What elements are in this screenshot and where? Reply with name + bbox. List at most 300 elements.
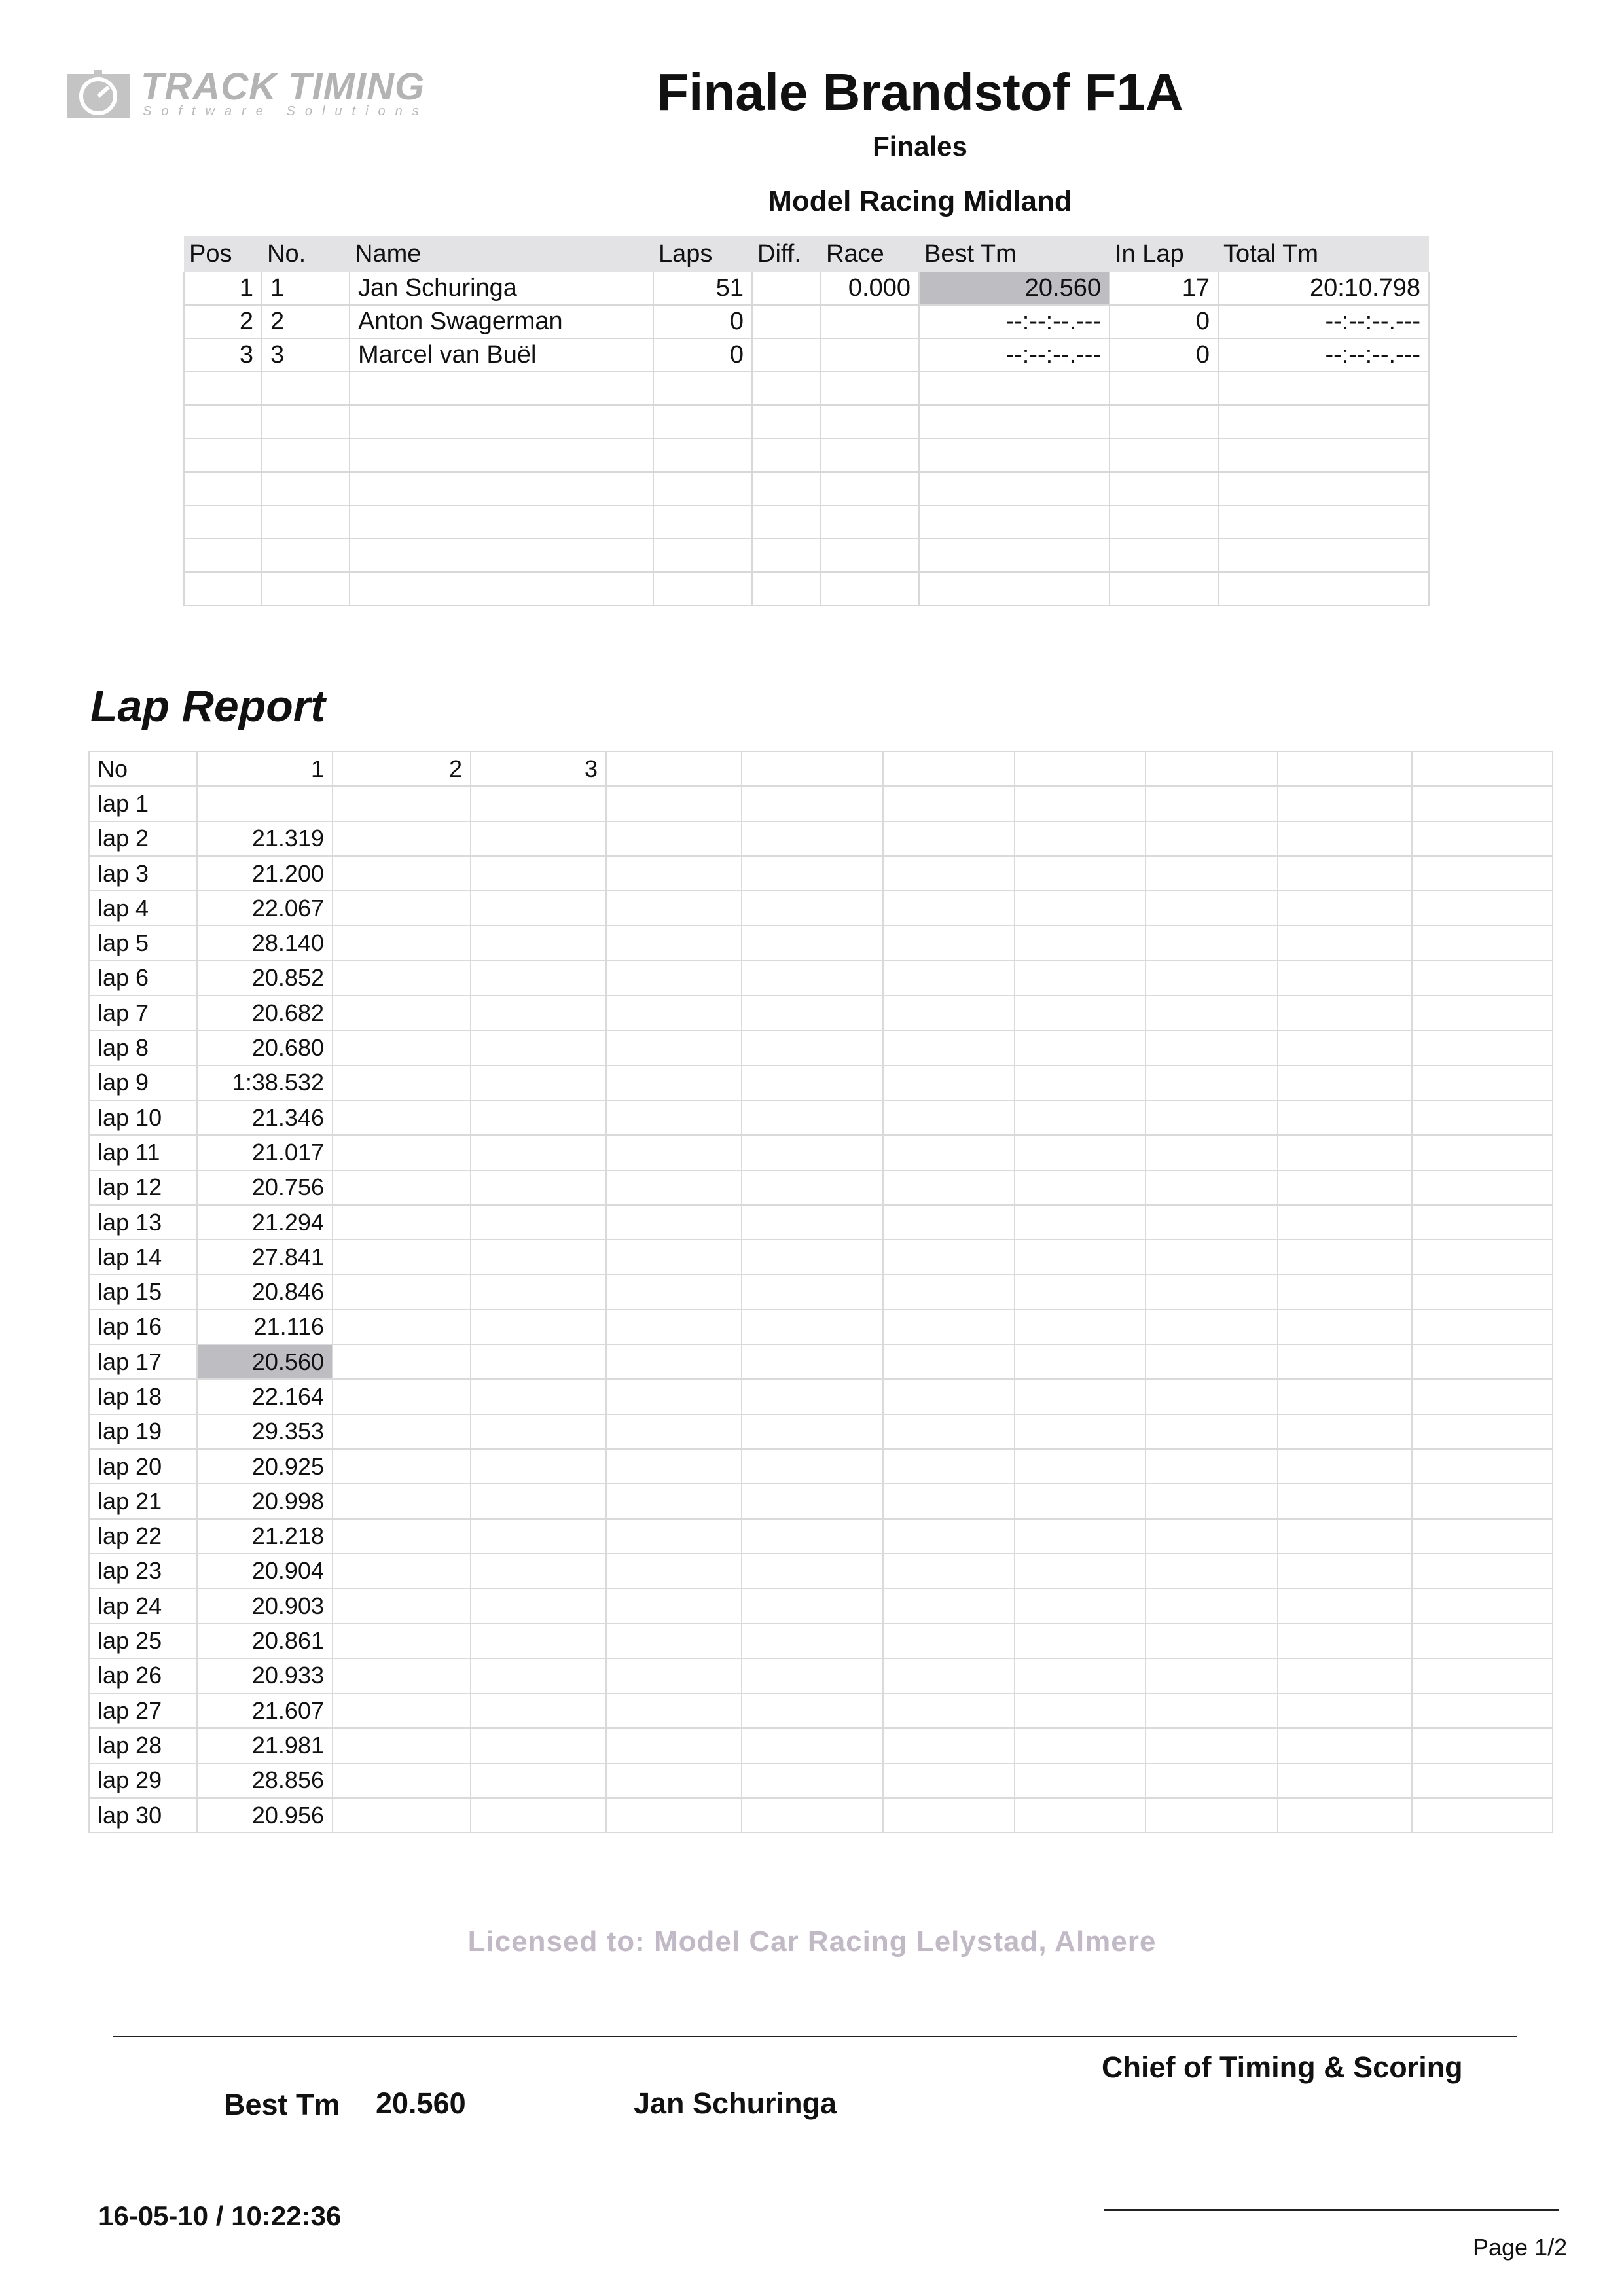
lap-empty-cell	[742, 1135, 883, 1170]
lap-empty-cell	[471, 1728, 606, 1763]
page-title: Finale Brandstof F1A	[657, 63, 1183, 121]
lap-empty-cell	[606, 1274, 742, 1309]
lap-empty-cell	[883, 1066, 1015, 1100]
lap-empty-cell	[333, 1414, 471, 1449]
results-empty-cell	[653, 372, 752, 405]
lap-time: 21.218	[197, 1519, 333, 1554]
lap-row	[89, 961, 1553, 996]
best-time-value: 20.560	[376, 2087, 466, 2120]
lap-time: 21.017	[197, 1135, 333, 1170]
lap-empty-cell	[1146, 925, 1278, 960]
lap-empty-cell	[1146, 1379, 1278, 1414]
lap-time: 20.560	[197, 1344, 333, 1379]
lap-empty-cell	[471, 1379, 606, 1414]
lap-empty-cell	[1146, 856, 1278, 891]
lap-time: 22.164	[197, 1379, 333, 1414]
lap-empty-cell	[333, 1170, 471, 1205]
lap-empty-cell	[606, 891, 742, 925]
lap-empty-cell	[1278, 961, 1412, 996]
results-cell-laps: 51	[653, 272, 752, 305]
lap-row	[89, 1484, 1553, 1518]
lap-empty-cell	[742, 1100, 883, 1135]
lap-label: lap 11	[89, 1135, 197, 1170]
results-empty-cell	[653, 439, 752, 472]
results-empty-cell	[752, 439, 821, 472]
lap-report-table	[88, 751, 1553, 1833]
lap-empty-cell	[471, 1240, 606, 1274]
lap-time: 27.841	[197, 1240, 333, 1274]
lap-empty-cell	[883, 1728, 1015, 1763]
lap-empty-cell	[1015, 996, 1146, 1030]
lap-empty-cell	[1146, 786, 1278, 821]
lap-empty-cell	[1412, 1728, 1553, 1763]
lap-row	[89, 1310, 1553, 1344]
lap-label: lap 8	[89, 1030, 197, 1065]
results-cell-race	[821, 305, 919, 338]
lap-empty-cell	[471, 1798, 606, 1833]
chief-of-timing-label: Chief of Timing & Scoring	[1102, 2051, 1463, 2084]
results-empty-cell	[262, 405, 350, 439]
lap-label: lap 2	[89, 821, 197, 856]
lap-empty-cell	[606, 961, 742, 996]
lap-empty-cell	[333, 1588, 471, 1623]
results-cell-no: 1	[262, 272, 350, 305]
lap-time: 20.756	[197, 1170, 333, 1205]
results-column-header: Race	[821, 236, 919, 272]
lap-empty-cell	[1412, 891, 1553, 925]
lap-empty-cell	[1412, 1274, 1553, 1309]
lap-empty-cell	[606, 821, 742, 856]
results-empty-cell	[919, 405, 1110, 439]
lap-row	[89, 1659, 1553, 1693]
lap-empty-cell	[1278, 1310, 1412, 1344]
lap-empty-cell	[883, 1100, 1015, 1135]
results-empty-cell	[184, 472, 262, 505]
lap-empty-cell	[1015, 1379, 1146, 1414]
lap-time: 20.846	[197, 1274, 333, 1309]
lap-empty-cell	[606, 925, 742, 960]
lap-label: lap 18	[89, 1379, 197, 1414]
lap-empty-cell	[471, 996, 606, 1030]
lap-empty-cell	[1015, 1414, 1146, 1449]
lap-empty-cell	[883, 961, 1015, 996]
lap-row	[89, 1414, 1553, 1449]
club-name: Model Racing Midland	[768, 185, 1072, 217]
lap-time: 20.852	[197, 961, 333, 996]
lap-row	[89, 1693, 1553, 1728]
lap-empty-cell	[333, 1519, 471, 1554]
results-cell-best: 20.560	[919, 272, 1110, 305]
lap-empty-cell	[471, 1066, 606, 1100]
lap-empty-cell	[883, 1588, 1015, 1623]
best-time-driver: Jan Schuringa	[634, 2087, 837, 2120]
lap-empty-cell	[1146, 1274, 1278, 1309]
lap-empty-cell	[1278, 1344, 1412, 1379]
lap-empty-cell	[1015, 1798, 1146, 1833]
lap-row	[89, 1205, 1553, 1240]
results-cell-inlap: 17	[1110, 272, 1218, 305]
lap-report-heading: Lap Report	[90, 681, 325, 731]
lap-empty-cell	[471, 1659, 606, 1693]
lap-empty-cell	[1015, 1240, 1146, 1274]
lap-empty-cell	[333, 1240, 471, 1274]
results-empty-cell	[1110, 372, 1218, 405]
lap-empty-cell	[883, 925, 1015, 960]
results-cell-total: 20:10.798	[1218, 272, 1429, 305]
lap-empty-cell	[606, 786, 742, 821]
lap-empty-cell	[606, 1519, 742, 1554]
lap-time: 21.981	[197, 1728, 333, 1763]
lap-empty-cell	[1015, 925, 1146, 960]
lap-label: lap 15	[89, 1274, 197, 1309]
results-empty-cell	[919, 505, 1110, 539]
results-column-header: Diff.	[752, 236, 821, 272]
results-cell-race	[821, 338, 919, 372]
lap-empty-cell	[1146, 1205, 1278, 1240]
lap-empty-cell	[1412, 1763, 1553, 1798]
lap-time: 20.680	[197, 1030, 333, 1065]
best-time-label: Best Tm	[224, 2088, 340, 2121]
lap-empty-cell	[333, 996, 471, 1030]
results-empty-cell	[184, 572, 262, 605]
lap-empty-cell	[883, 1310, 1015, 1344]
lap-empty-cell	[606, 1414, 742, 1449]
lap-empty-cell	[606, 1030, 742, 1065]
lap-empty-cell	[1412, 1066, 1553, 1100]
lap-empty-cell	[883, 1449, 1015, 1484]
results-empty-cell	[350, 472, 653, 505]
results-empty-cell	[821, 572, 919, 605]
results-empty-cell	[653, 472, 752, 505]
lap-empty-cell	[742, 1588, 883, 1623]
lap-empty-cell	[1278, 996, 1412, 1030]
lap-empty-cell	[1015, 1344, 1146, 1379]
lap-empty-cell	[883, 821, 1015, 856]
lap-empty-cell	[742, 1693, 883, 1728]
lap-empty-cell	[1412, 961, 1553, 996]
lap-empty-cell	[1015, 891, 1146, 925]
results-cell-name: Jan Schuringa	[350, 272, 653, 305]
lap-empty-cell	[606, 1449, 742, 1484]
page-subtitle: Finales	[873, 131, 967, 162]
lap-empty-cell	[1146, 1344, 1278, 1379]
results-empty-cell	[1110, 505, 1218, 539]
lap-empty-cell	[1278, 1763, 1412, 1798]
results-column-header: Pos	[184, 236, 262, 272]
lap-empty-cell	[606, 1170, 742, 1205]
lap-empty-cell	[606, 1310, 742, 1344]
lap-row	[89, 1554, 1553, 1588]
lap-empty-cell	[1146, 1449, 1278, 1484]
lap-row	[89, 996, 1553, 1030]
lap-label: lap 19	[89, 1414, 197, 1449]
lap-empty-cell	[1015, 821, 1146, 856]
results-empty-cell	[1110, 472, 1218, 505]
lap-empty-cell	[1412, 1554, 1553, 1588]
lap-empty-cell	[606, 1379, 742, 1414]
lap-label: lap 21	[89, 1484, 197, 1518]
results-cell-laps: 0	[653, 338, 752, 372]
lap-empty-cell	[1278, 1554, 1412, 1588]
results-empty-cell	[1218, 372, 1429, 405]
lap-empty-cell	[883, 786, 1015, 821]
results-empty-cell	[1110, 405, 1218, 439]
lap-empty-cell	[606, 1554, 742, 1588]
lap-empty-cell	[1146, 1798, 1278, 1833]
lap-empty-cell	[1278, 1693, 1412, 1728]
lap-empty-cell	[471, 925, 606, 960]
lap-empty-cell	[1278, 1623, 1412, 1658]
lap-empty-cell	[883, 1170, 1015, 1205]
lap-label: lap 27	[89, 1693, 197, 1728]
lap-empty-cell	[1146, 1414, 1278, 1449]
lap-label: lap 9	[89, 1066, 197, 1100]
lap-header-empty	[883, 751, 1015, 786]
lap-label: lap 17	[89, 1344, 197, 1379]
lap-empty-cell	[1015, 1135, 1146, 1170]
lap-empty-cell	[1015, 1449, 1146, 1484]
lap-time: 22.067	[197, 891, 333, 925]
lap-header-empty	[606, 751, 742, 786]
lap-empty-cell	[1146, 1100, 1278, 1135]
lap-empty-cell	[742, 1484, 883, 1518]
results-empty-cell	[1218, 539, 1429, 572]
results-empty-cell	[752, 472, 821, 505]
lap-empty-cell	[883, 1414, 1015, 1449]
lap-time: 29.353	[197, 1414, 333, 1449]
lap-label: lap 12	[89, 1170, 197, 1205]
lap-empty-cell	[606, 1484, 742, 1518]
lap-empty-cell	[1278, 1240, 1412, 1274]
lap-empty-cell	[742, 1519, 883, 1554]
lap-row	[89, 1344, 1553, 1379]
lap-empty-cell	[1278, 1414, 1412, 1449]
lap-row	[89, 1519, 1553, 1554]
lap-empty-cell	[333, 1135, 471, 1170]
results-empty-cell	[184, 439, 262, 472]
lap-empty-cell	[883, 996, 1015, 1030]
lap-empty-cell	[1278, 1728, 1412, 1763]
lap-empty-cell	[1146, 1170, 1278, 1205]
results-cell-total: --:--:--.---	[1218, 338, 1429, 372]
results-row	[184, 272, 1429, 305]
lap-empty-cell	[1146, 1659, 1278, 1693]
results-empty-cell	[1218, 472, 1429, 505]
lap-time: 20.956	[197, 1798, 333, 1833]
results-empty-cell	[262, 472, 350, 505]
lap-row	[89, 1030, 1553, 1065]
lap-empty-cell	[1412, 1240, 1553, 1274]
results-empty-cell	[919, 472, 1110, 505]
lap-empty-cell	[333, 961, 471, 996]
lap-empty-cell	[471, 1623, 606, 1658]
results-empty-cell	[350, 405, 653, 439]
results-empty-cell	[262, 539, 350, 572]
results-empty-cell	[919, 372, 1110, 405]
lap-label: lap 29	[89, 1763, 197, 1798]
lap-empty-cell	[606, 1728, 742, 1763]
lap-empty-cell	[1412, 1588, 1553, 1623]
lap-time: 28.140	[197, 925, 333, 960]
lap-empty-cell	[883, 1135, 1015, 1170]
lap-empty-cell	[606, 1763, 742, 1798]
lap-time: 20.861	[197, 1623, 333, 1658]
lap-empty-cell	[471, 1554, 606, 1588]
results-empty-cell	[350, 372, 653, 405]
logo-brand-text: TRACK TIMING	[141, 65, 425, 108]
results-cell-race: 0.000	[821, 272, 919, 305]
lap-empty-cell	[1412, 1519, 1553, 1554]
lap-empty-cell	[333, 1693, 471, 1728]
lap-empty-cell	[1146, 1763, 1278, 1798]
lap-time: 20.925	[197, 1449, 333, 1484]
lap-row	[89, 1274, 1553, 1309]
lap-time: 28.856	[197, 1763, 333, 1798]
results-empty-cell	[752, 405, 821, 439]
lap-header-empty	[1412, 751, 1553, 786]
lap-row	[89, 1100, 1553, 1135]
lap-empty-cell	[1278, 925, 1412, 960]
lap-empty-cell	[1146, 1588, 1278, 1623]
lap-empty-cell	[742, 856, 883, 891]
lap-header-empty	[1278, 751, 1412, 786]
results-empty-cell	[821, 539, 919, 572]
lap-label: lap 5	[89, 925, 197, 960]
lap-empty-cell	[1412, 1135, 1553, 1170]
lap-empty-cell	[1015, 1588, 1146, 1623]
results-empty-cell	[262, 572, 350, 605]
lap-empty-cell	[1278, 1659, 1412, 1693]
lap-empty-cell	[606, 1100, 742, 1135]
lap-empty-cell	[742, 821, 883, 856]
results-empty-cell	[821, 439, 919, 472]
lap-empty-cell	[1015, 1519, 1146, 1554]
lap-empty-cell	[333, 891, 471, 925]
lap-empty-cell	[1146, 1693, 1278, 1728]
lap-empty-cell	[883, 1240, 1015, 1274]
lap-label: lap 25	[89, 1623, 197, 1658]
lap-empty-cell	[1015, 1066, 1146, 1100]
results-empty-row	[184, 472, 1429, 505]
results-column-header: Total Tm	[1218, 236, 1429, 272]
lap-label: lap 4	[89, 891, 197, 925]
lap-empty-cell	[606, 1659, 742, 1693]
lap-empty-cell	[883, 1519, 1015, 1554]
results-cell-pos: 2	[184, 305, 262, 338]
lap-empty-cell	[1015, 1205, 1146, 1240]
lap-empty-cell	[1146, 1030, 1278, 1065]
results-cell-best: --:--:--.---	[919, 305, 1110, 338]
results-empty-row	[184, 439, 1429, 472]
lap-empty-cell	[883, 1379, 1015, 1414]
results-empty-row	[184, 505, 1429, 539]
lap-empty-cell	[1412, 925, 1553, 960]
results-cell-inlap: 0	[1110, 305, 1218, 338]
lap-row	[89, 1135, 1553, 1170]
lap-empty-cell	[883, 1274, 1015, 1309]
lap-empty-cell	[1412, 1310, 1553, 1344]
lap-empty-cell	[742, 1066, 883, 1100]
lap-empty-cell	[471, 1030, 606, 1065]
lap-empty-cell	[1278, 821, 1412, 856]
lap-time: 21.294	[197, 1205, 333, 1240]
lap-time: 20.904	[197, 1554, 333, 1588]
lap-empty-cell	[1412, 1030, 1553, 1065]
lap-empty-cell	[1146, 891, 1278, 925]
lap-empty-cell	[606, 856, 742, 891]
lap-empty-cell	[742, 1449, 883, 1484]
lap-empty-cell	[471, 1100, 606, 1135]
lap-empty-cell	[471, 1344, 606, 1379]
lap-empty-cell	[333, 1066, 471, 1100]
results-empty-cell	[653, 405, 752, 439]
lap-empty-cell	[1278, 1519, 1412, 1554]
results-empty-cell	[184, 505, 262, 539]
lap-empty-cell	[333, 1379, 471, 1414]
lap-report-header-row	[89, 751, 1553, 786]
lap-empty-cell	[606, 1135, 742, 1170]
lap-empty-cell	[1015, 961, 1146, 996]
lap-empty-cell	[606, 1205, 742, 1240]
lap-empty-cell	[606, 1240, 742, 1274]
lap-empty-cell	[742, 1205, 883, 1240]
lap-empty-cell	[742, 996, 883, 1030]
print-timestamp: 16-05-10 / 10:22:36	[98, 2200, 342, 2231]
results-empty-cell	[752, 372, 821, 405]
lap-row	[89, 1240, 1553, 1274]
lap-empty-cell	[471, 786, 606, 821]
results-cell-inlap: 0	[1110, 338, 1218, 372]
results-cell-diff	[752, 338, 821, 372]
lap-empty-cell	[1412, 1100, 1553, 1135]
lap-time: 20.682	[197, 996, 333, 1030]
lap-empty-cell	[883, 1554, 1015, 1588]
lap-empty-cell	[1412, 856, 1553, 891]
lap-empty-cell	[333, 1274, 471, 1309]
lap-empty-cell	[333, 1659, 471, 1693]
lap-empty-cell	[742, 1344, 883, 1379]
results-cell-no: 3	[262, 338, 350, 372]
lap-empty-cell	[1278, 856, 1412, 891]
footer-divider	[113, 2036, 1517, 2037]
logo-tagline: Software Solutions	[143, 104, 429, 118]
lap-empty-cell	[1146, 1623, 1278, 1658]
lap-empty-cell	[742, 1659, 883, 1693]
lap-label: lap 16	[89, 1310, 197, 1344]
results-empty-cell	[350, 572, 653, 605]
results-empty-cell	[653, 505, 752, 539]
lap-empty-cell	[742, 1030, 883, 1065]
lap-empty-cell	[1146, 1728, 1278, 1763]
lap-empty-cell	[742, 1798, 883, 1833]
lap-empty-cell	[742, 786, 883, 821]
results-cell-pos: 1	[184, 272, 262, 305]
lap-empty-cell	[883, 856, 1015, 891]
license-notice: Licensed to: Model Car Racing Lelystad, Almere	[467, 1926, 1157, 1958]
lap-empty-cell	[742, 1274, 883, 1309]
results-empty-cell	[1110, 572, 1218, 605]
lap-row	[89, 1066, 1553, 1100]
results-empty-cell	[653, 572, 752, 605]
lap-row	[89, 1588, 1553, 1623]
lap-row	[89, 1449, 1553, 1484]
lap-empty-cell	[471, 856, 606, 891]
lap-empty-cell	[742, 1310, 883, 1344]
lap-time: 1:38.532	[197, 1066, 333, 1100]
results-empty-cell	[184, 372, 262, 405]
lap-empty-cell	[883, 1484, 1015, 1518]
lap-empty-cell	[883, 1659, 1015, 1693]
